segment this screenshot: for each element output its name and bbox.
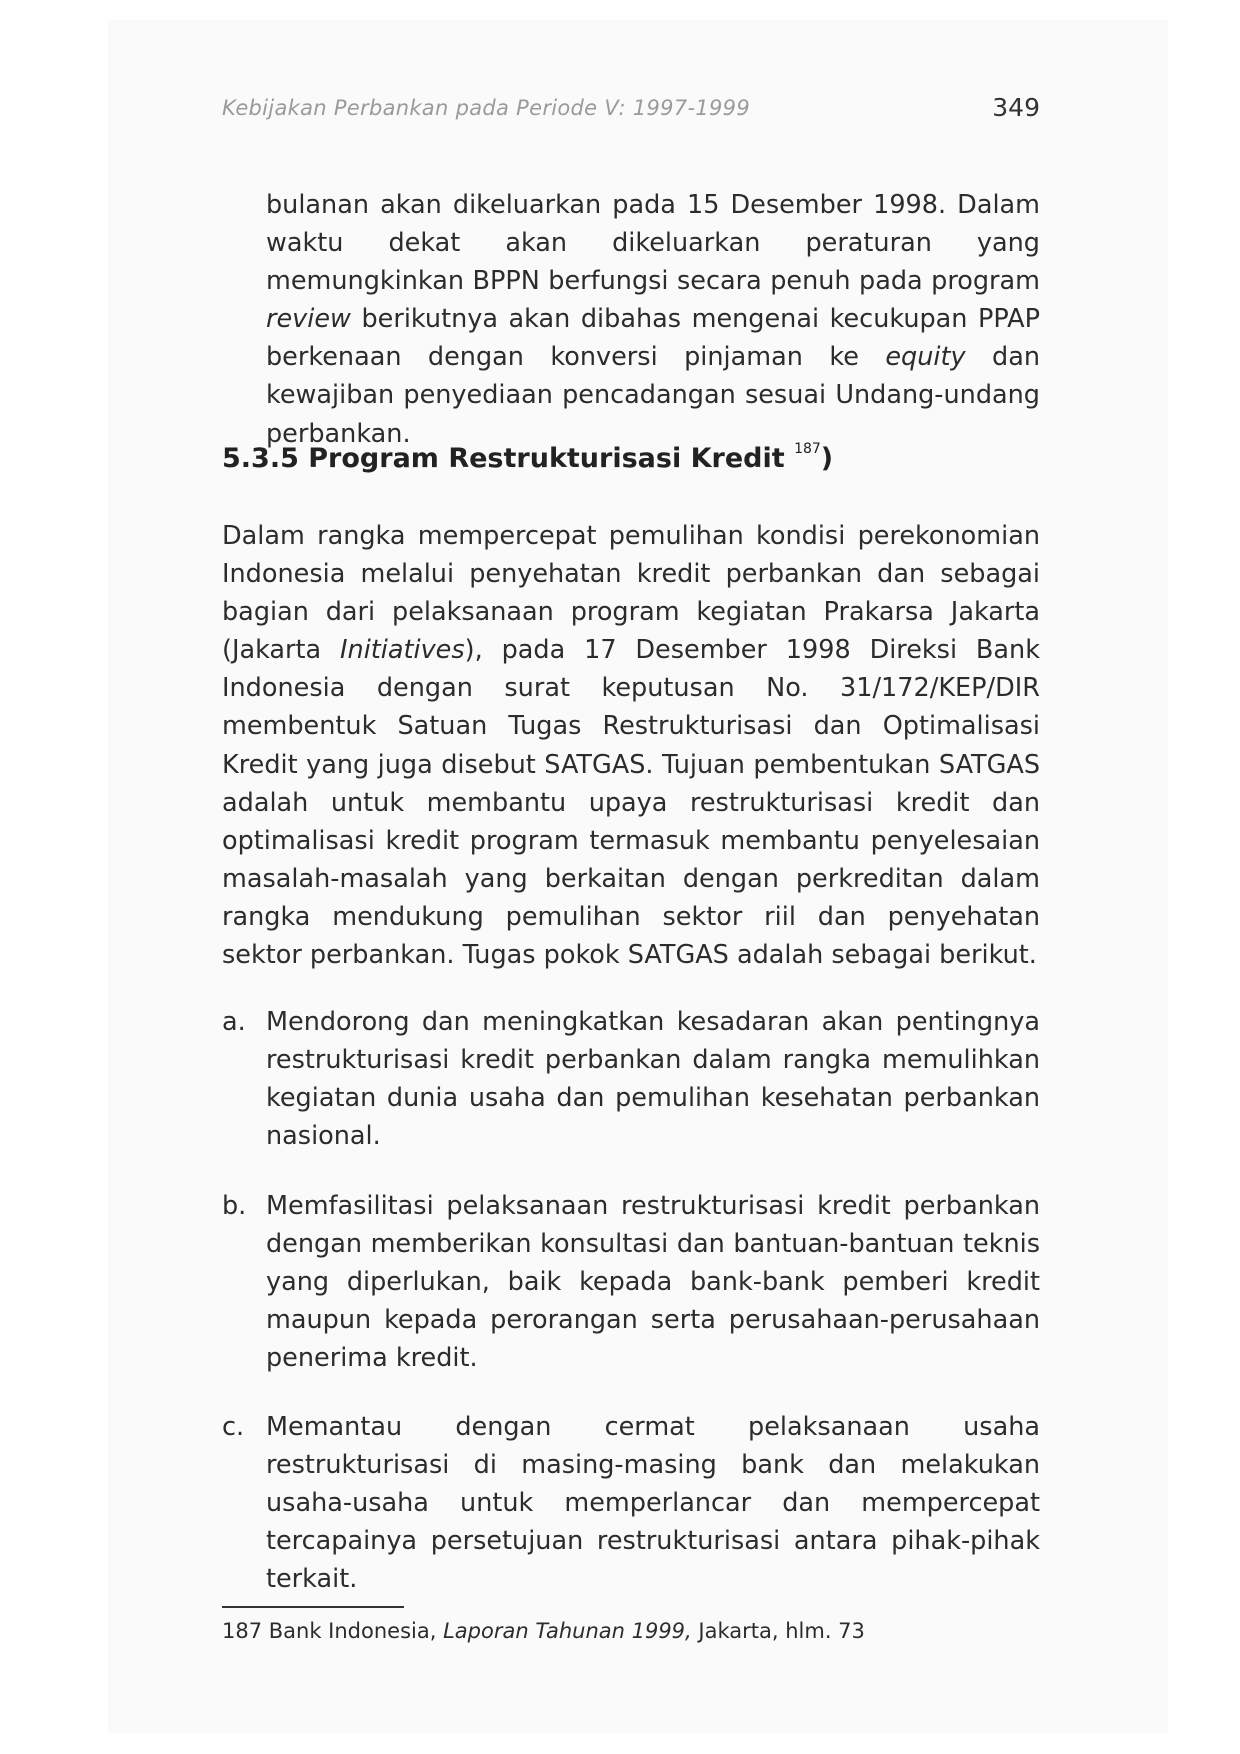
intro-italic-review: review: [266, 304, 351, 335]
list-item-text: Memfasilitasi pelaksanaan restrukturisasi kredit perbankan dengan memberikan konsultasi dan bantuan-bantuan teknis yang diperlukan, baik kepada bank-bank pemberi kredit maupun kepada perorangan serta perusahaan-perusahaan penerima kredit.: [266, 1191, 1040, 1374]
page-header: [222, 93, 1040, 130]
body-italic-initiatives: Initiatives: [340, 635, 465, 666]
list-item-text: Memantau dengan cermat pelaksanaan usaha restrukturisasi di masing-masing bank dan melakukan usaha-usaha untuk memperlancar dan mempercepat tercapainya persetujuan restrukturisasi antara pihak-pihak terkait.: [266, 1412, 1040, 1595]
footnote-rest: Jakarta, hlm. 73: [691, 1619, 865, 1643]
intro-text-1: bulanan akan dikeluarkan pada 15 Desember 1998. Dalam waktu dekat akan dikeluarkan peraturan yang memungkinkan BPPN berfungsi secara penuh pada program: [266, 190, 1040, 297]
intro-text-2: berikutnya akan dibahas mengenai kecukupan PPAP berkenaan dengan konversi pinjaman ke: [266, 304, 1040, 373]
footnote-reference: 187: [794, 441, 821, 457]
body-paragraph: [222, 517, 1040, 974]
page-number: 349: [992, 93, 1040, 122]
section-heading: [222, 443, 833, 474]
footnote: [222, 1616, 865, 1646]
section-heading-suffix: ): [820, 443, 834, 474]
body-text-1: Dalam rangka mempercepat pemulihan kondisi perekonomian Indonesia melalui penyehatan kredit perbankan dan sebagai bagian dari pelaksanaan program kegiatan Prakarsa Jakarta (Jakarta: [222, 521, 1040, 666]
running-title: Kebijakan Perbankan pada Periode V: 1997-1999: [222, 96, 750, 120]
footnote-divider: [222, 1606, 404, 1608]
intro-italic-equity: equity: [885, 342, 966, 373]
list-marker: a.: [222, 1007, 246, 1037]
list-marker: b.: [222, 1191, 247, 1221]
section-heading-text: 5.3.5 Program Restrukturisasi Kredit: [222, 443, 795, 474]
list-item-text: Mendorong dan meningkatkan kesadaran akan pentingnya restrukturisasi kredit perbankan dalam rangka memulihkan kegiatan dunia usaha dan pemulihan kesehatan perbankan nasional.: [266, 1007, 1040, 1152]
intro-text-3: dan kewajiban penyediaan pencadangan sesuai Undang-undang perbankan.: [266, 342, 1040, 449]
footnote-source: 187 Bank Indonesia,: [222, 1619, 444, 1643]
body-text-2: ), pada 17 Desember 1998 Direksi Bank Indonesia dengan surat keputusan No. 31/172/KEP/DIR membentuk Satuan Tugas Restrukturisasi dan Optimalisasi Kredit yang juga disebut SATGAS. Tujuan pembentukan SATGAS adalah untuk membantu upaya restrukturisasi kredit dan optimalisasi kredit program termasuk membantu penyelesaian masalah-masalah yang berkaitan dengan perkreditan dalam rangka mendukung pemulihan sektor riil dan penyehatan sektor perbankan. Tugas pokok SATGAS adalah sebagai berikut.: [222, 635, 1040, 971]
list-marker: c.: [222, 1412, 245, 1442]
footnote-italic-title: Laporan Tahunan 1999,: [443, 1619, 692, 1643]
intro-paragraph: [266, 186, 1040, 453]
